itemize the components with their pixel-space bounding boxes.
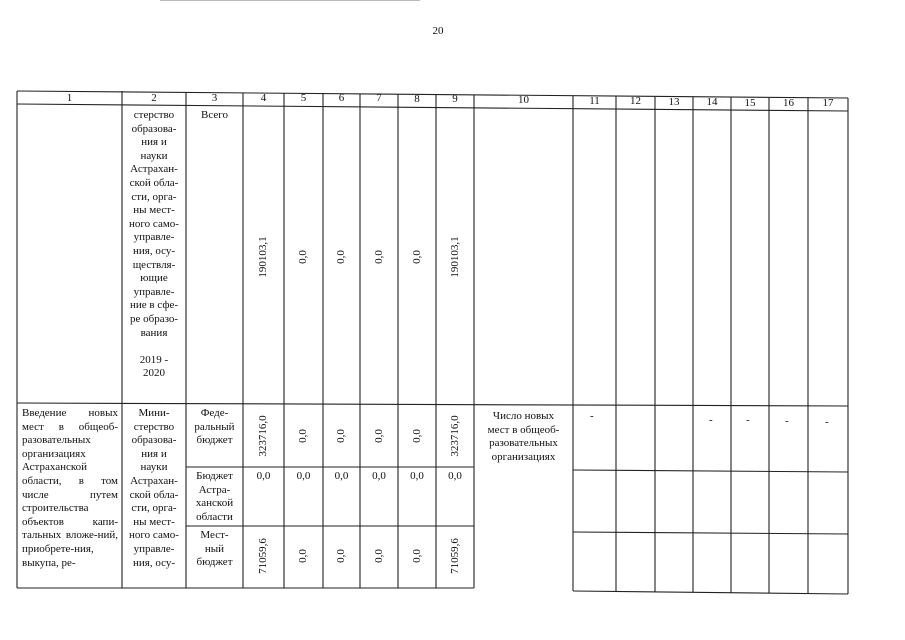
federal-value-col6: 0,0 xyxy=(335,429,347,443)
header-col-16: 16 xyxy=(783,97,794,109)
federal-value-col8: 0,0 xyxy=(411,429,423,443)
dash-col16: - xyxy=(785,415,789,427)
row1-value-col9: 190103,1 xyxy=(449,236,461,278)
header-col-13: 13 xyxy=(668,96,680,108)
federal-value-col4: 323716,0 xyxy=(257,415,269,457)
dash-col14: - xyxy=(709,414,713,426)
dash-col11: - xyxy=(590,410,594,422)
local-value-col6: 0,0 xyxy=(335,549,347,563)
local-value-col9: 71059,6 xyxy=(449,538,461,574)
regional-value-col4: 0,0 xyxy=(256,470,271,482)
dash-col15: - xyxy=(746,414,750,426)
regional-value-col7: 0,0 xyxy=(372,470,386,482)
federal-value-col9: 323716,0 xyxy=(449,415,461,457)
row1-value-col5: 0,0 xyxy=(297,250,309,264)
header-col-4: 4 xyxy=(260,92,267,104)
regional-value-col8: 0,0 xyxy=(410,470,424,482)
row1-value-col7: 0,0 xyxy=(373,250,385,264)
header-col-11: 11 xyxy=(589,95,600,107)
regional-value-col9: 0,0 xyxy=(448,470,462,482)
header-col-3: 3 xyxy=(211,92,218,104)
row1-value-col8: 0,0 xyxy=(411,250,423,264)
row2-executor: Мини- стерство образова- ния и науки Астрахан- ской обла- сти, орга- ны мест- ного само- управле- ния, осу- xyxy=(129,407,179,569)
local-value-col7: 0,0 xyxy=(373,549,385,563)
row1-executor: стерство образова- ния и науки Астрахан- ской обла- сти, орга- ны мест- ного само- управле- ния, осу- ществля- ющие управле- ние в сфе- ре образо- вания 2019 - 2020 xyxy=(129,109,179,380)
local-value-col5: 0,0 xyxy=(297,549,309,563)
local-value-col4: 71059,6 xyxy=(257,538,269,574)
local-value-col8: 0,0 xyxy=(411,549,423,563)
federal-value-col7: 0,0 xyxy=(373,429,385,443)
dash-col17: - xyxy=(825,416,829,428)
header-col-1: 1 xyxy=(66,92,73,104)
row1-value-col6: 0,0 xyxy=(335,250,347,264)
row2-measure-name: Введение новых мест в общеоб-разовательных организациях Астраханской области, в том числе путем строительства объектов капи-тальных вложе-ний, приобрете-ния, выкупа, ре- xyxy=(22,407,118,569)
header-col-14: 14 xyxy=(706,96,718,108)
regional-value-col5: 0,0 xyxy=(296,470,311,482)
header-col-7: 7 xyxy=(376,92,382,104)
row2-indicator: Число новых мест в общеоб- разовательных организациях xyxy=(487,410,560,463)
federal-budget-label: Феде- ральный бюджет xyxy=(194,407,235,447)
header-col-12: 12 xyxy=(630,95,641,107)
header-col-9: 9 xyxy=(452,93,458,105)
header-col-10: 10 xyxy=(518,94,529,106)
row1-value-col4: 190103,1 xyxy=(257,236,269,278)
header-col-2: 2 xyxy=(151,92,157,104)
header-col-6: 6 xyxy=(338,92,345,104)
local-budget-label: Мест- ный бюджет xyxy=(196,529,233,569)
header-col-5: 5 xyxy=(300,92,307,104)
header-col-8: 8 xyxy=(414,93,420,105)
regional-budget-label: Бюджет Астра- ханской области xyxy=(195,470,234,523)
header-col-15: 15 xyxy=(744,97,756,109)
row1-funding-source: Всего xyxy=(201,109,228,121)
header-col-17: 17 xyxy=(822,97,834,109)
federal-value-col5: 0,0 xyxy=(297,429,309,443)
regional-value-col6: 0,0 xyxy=(334,470,349,482)
page-number: 20 xyxy=(432,25,444,37)
